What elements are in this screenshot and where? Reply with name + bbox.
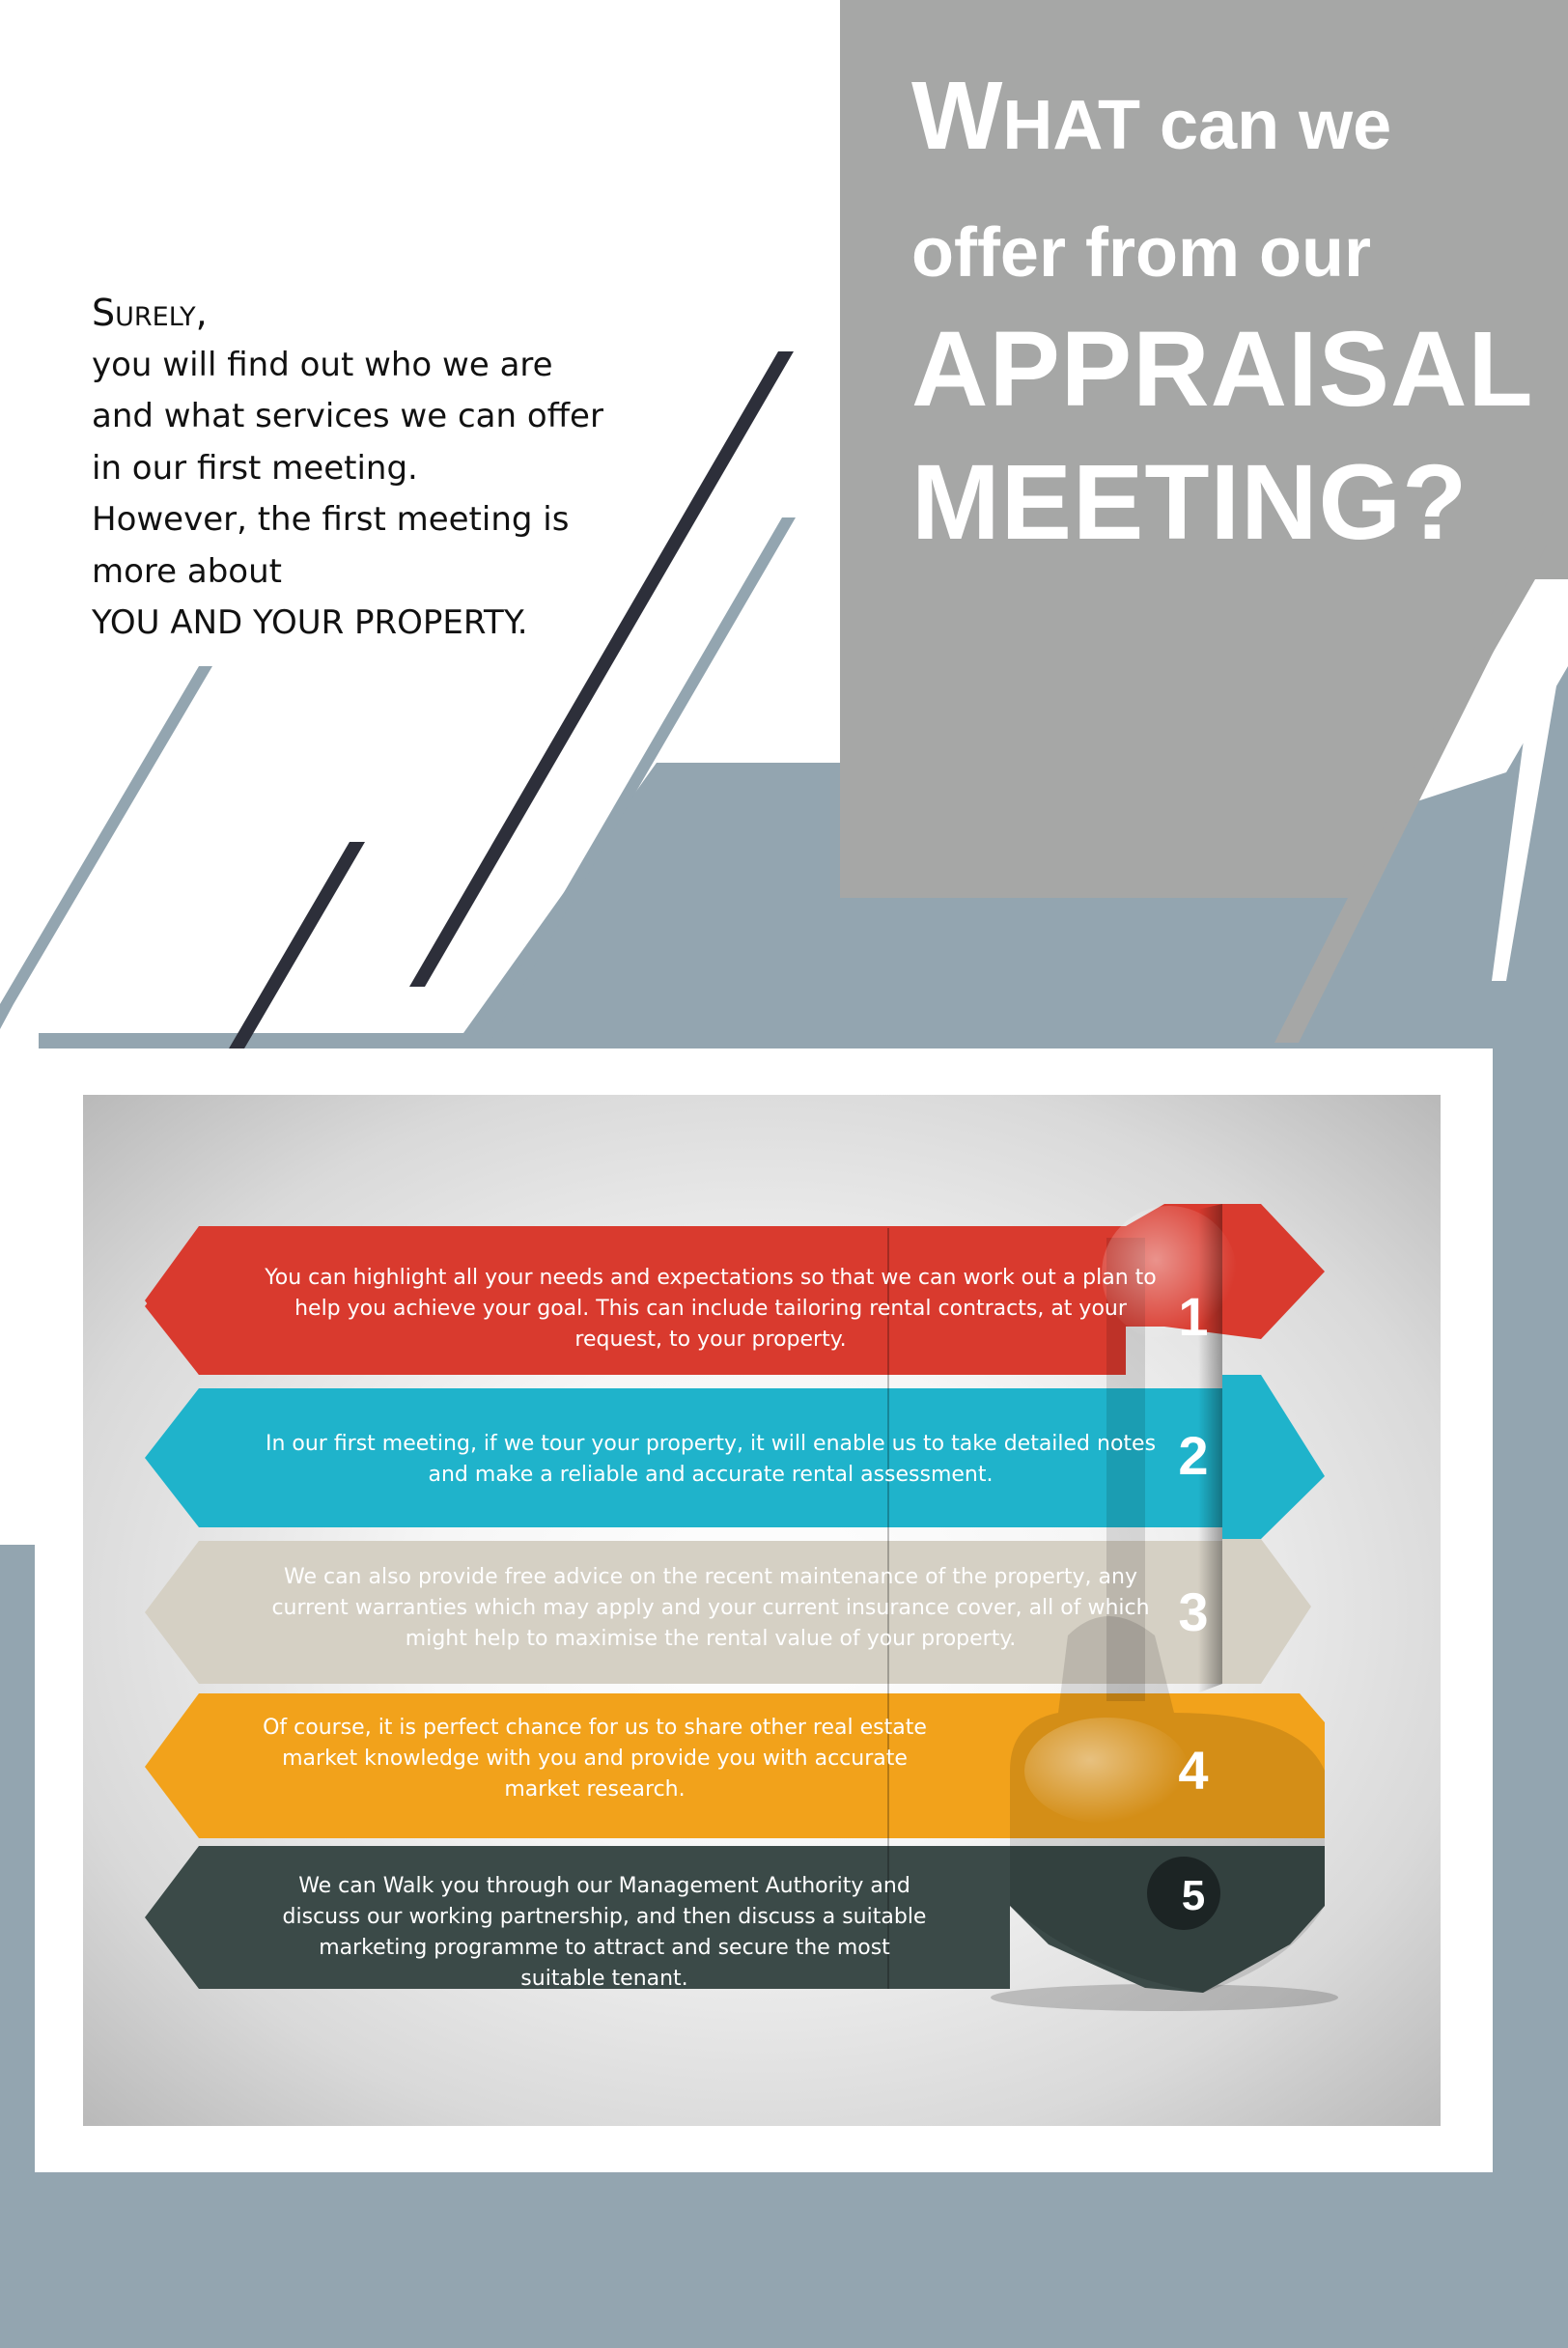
headline-line-4: MEETING? bbox=[911, 443, 1469, 562]
headline-line-1: WHAT can we bbox=[911, 62, 1392, 170]
intro-paragraph bbox=[92, 288, 671, 650]
intro-lead: Surely, bbox=[92, 292, 208, 334]
intro-line: more about bbox=[92, 551, 282, 591]
step-2-number: 2 bbox=[1178, 1425, 1209, 1486]
step-3-text: We can also provide free advice on the recent maintenance of the property, any current warranties which may apply and your current insurance cover, all of which might help to maximise the rental value of your property. bbox=[271, 1565, 1150, 1651]
slate-left-slab bbox=[0, 1815, 39, 2348]
infographic-panel bbox=[83, 1095, 1441, 2126]
intro-line: in our first meeting. bbox=[92, 448, 418, 488]
headline bbox=[911, 62, 1549, 562]
intro-line: YOU AND YOUR PROPERTY. bbox=[92, 603, 528, 642]
step-3-number: 3 bbox=[1178, 1581, 1209, 1642]
intro-line: However, the first meeting is bbox=[92, 500, 570, 539]
step-4-text: Of course, it is perfect chance for us to share other real estate market knowledge with you and provide you with accurate market research. bbox=[263, 1716, 927, 1802]
headline-line-2: offer from our bbox=[911, 214, 1371, 292]
intro-line: you will find out who we are bbox=[92, 345, 553, 384]
step-1-number: 1 bbox=[1178, 1286, 1209, 1347]
step-5-number: 5 bbox=[1181, 1872, 1206, 1919]
step-5-text: We can Walk you through our Management Authority and discuss our working partnership, and then discuss a suitable marketing programme to attract and secure the most suitable tenant. bbox=[282, 1874, 927, 1991]
step-1-text: You can highlight all your needs and expectations so that we can work out a plan to help you achieve your goal. This can include tailoring rental contracts, at your request, to your property. bbox=[265, 1266, 1157, 1352]
headline-line-3: APPRAISAL bbox=[911, 310, 1534, 429]
step-2-text: In our first meeting, if we tour your property, it will enable us to take detailed notes and make a reliable and accurate rental assessment. bbox=[265, 1432, 1157, 1487]
slate-diagonal-line-2 bbox=[0, 666, 212, 1029]
intro-line: and what services we can offer bbox=[92, 397, 603, 435]
step-4-number: 4 bbox=[1178, 1740, 1209, 1801]
